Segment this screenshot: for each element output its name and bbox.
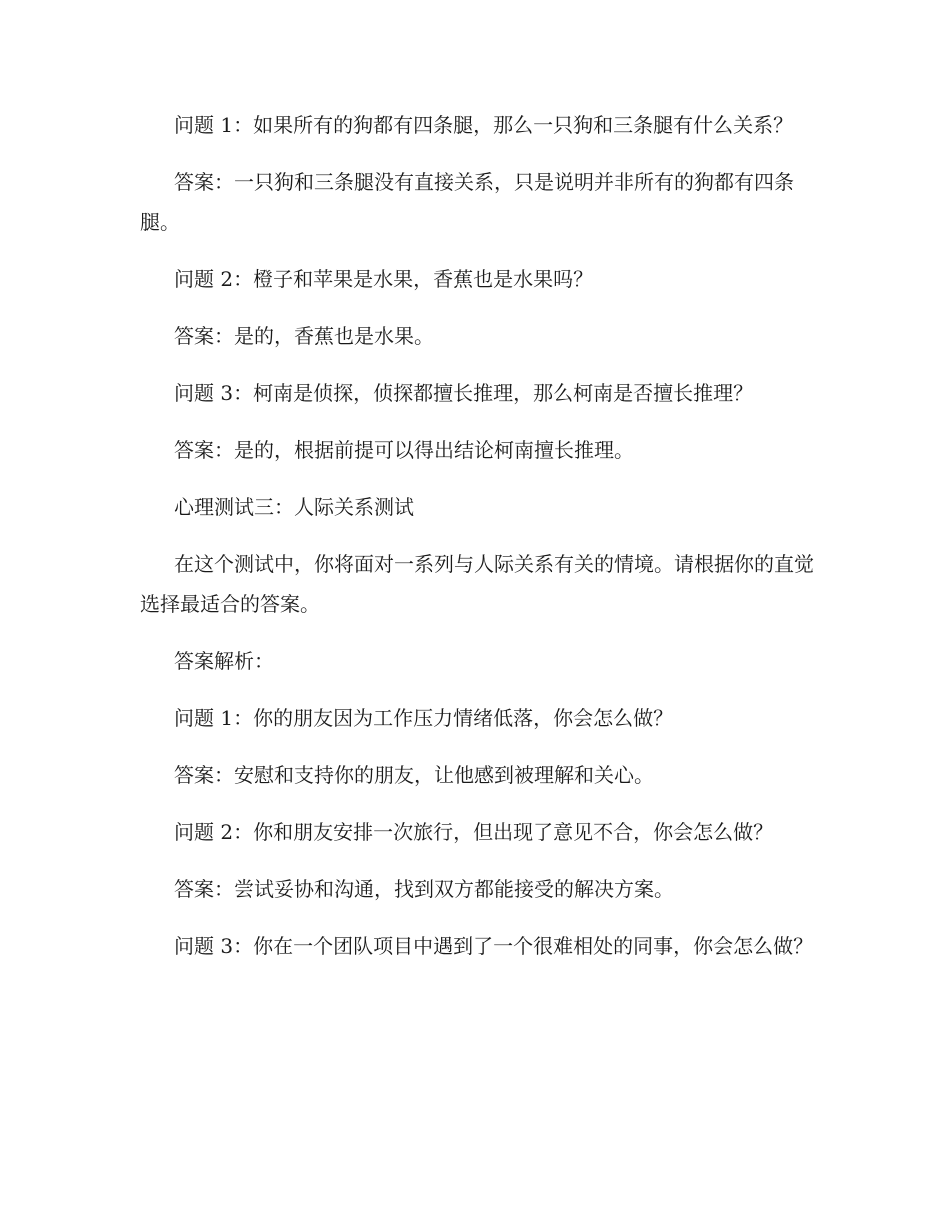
answer-analysis-label: 答案解析： xyxy=(174,649,274,673)
question-3-social: 问题 3：你在一个团队项目中遇到了一个很难相处的同事，你会怎么做？ xyxy=(174,934,814,958)
answer-2-logic: 答案：是的，香蕉也是水果。 xyxy=(174,324,434,348)
section-heading: 心理测试三：人际关系测试 xyxy=(174,495,414,519)
section-intro: 在这个测试中，你将面对一系列与人际关系有关的情境。请根据你的直觉选择最适合的答案。 xyxy=(140,552,814,616)
question-1-logic: 问题 1：如果所有的狗都有四条腿，那么一只狗和三条腿有什么关系？ xyxy=(174,113,794,137)
answer-2-social: 答案：尝试妥协和沟通，找到双方都能接受的解决方案。 xyxy=(174,877,674,901)
question-2-social: 问题 2：你和朋友安排一次旅行，但出现了意见不合，你会怎么做？ xyxy=(174,820,774,844)
question-3-logic: 问题 3：柯南是侦探，侦探都擅长推理，那么柯南是否擅长推理？ xyxy=(174,381,754,405)
answer-3-logic: 答案：是的，根据前提可以得出结论柯南擅长推理。 xyxy=(174,438,634,462)
question-1-social: 问题 1：你的朋友因为工作压力情绪低落，你会怎么做？ xyxy=(174,706,674,730)
answer-1-social: 答案：安慰和支持你的朋友，让他感到被理解和关心。 xyxy=(174,763,654,787)
question-2-logic: 问题 2：橙子和苹果是水果，香蕉也是水果吗？ xyxy=(174,267,594,291)
document-body xyxy=(140,105,830,983)
answer-1-logic: 答案：一只狗和三条腿没有直接关系，只是说明并非所有的狗都有四条腿。 xyxy=(140,170,794,234)
